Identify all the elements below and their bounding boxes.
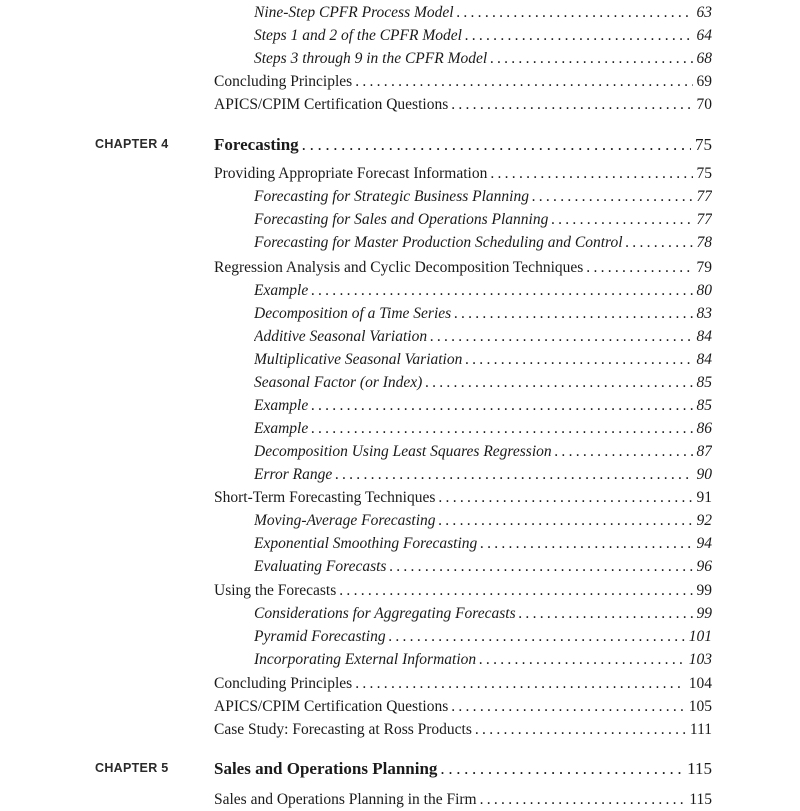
entry-page: 94 (696, 535, 712, 552)
chapter-label: CHAPTER 5 (95, 761, 169, 775)
toc-entry (0, 486, 800, 509)
entry-page: 80 (696, 282, 712, 299)
chapter-title: Sales and Operations Planning (214, 759, 438, 778)
entry-page: 85 (696, 374, 712, 391)
dot-leader (586, 256, 692, 279)
dot-leader (425, 371, 692, 394)
dot-leader (311, 279, 692, 302)
entry-title: Multiplicative Seasonal Variation (254, 351, 463, 368)
entry-title: Forecasting for Master Production Scheduling and Control (254, 234, 623, 251)
toc-entry (0, 417, 800, 440)
toc-entry (0, 672, 800, 695)
dot-leader (389, 555, 692, 578)
entry-title: Using the Forecasts (214, 582, 337, 599)
toc-entry (0, 718, 800, 741)
entry-page: 77 (696, 188, 712, 205)
toc-entry (0, 648, 800, 671)
entry-title: Steps 3 through 9 in the CPFR Model (254, 50, 488, 67)
toc-entry (0, 256, 800, 279)
entry-title: Seasonal Factor (or Index) (254, 374, 423, 391)
entry-page: 91 (696, 489, 712, 506)
dot-leader (439, 509, 693, 532)
toc-entry (0, 348, 800, 371)
entry-page: 69 (696, 73, 712, 90)
toc-entry (0, 162, 800, 185)
dot-leader (551, 208, 692, 231)
entry-title: APICS/CPIM Certification Questions (214, 96, 449, 113)
chapter-heading (0, 757, 800, 780)
toc-entry (0, 93, 800, 116)
chapter-label: CHAPTER 4 (95, 137, 169, 151)
toc-entry (0, 602, 800, 625)
toc-entry (0, 47, 800, 70)
entry-title: Error Range (254, 466, 333, 483)
entry-page: 64 (696, 27, 712, 44)
toc-entry (0, 24, 800, 47)
entry-title: Exponential Smoothing Forecasting (254, 535, 478, 552)
dot-leader (475, 718, 686, 741)
toc-entry (0, 509, 800, 532)
dot-leader (339, 579, 692, 602)
dot-leader (302, 133, 691, 156)
entry-page: 115 (687, 759, 712, 778)
entry-page: 101 (688, 628, 712, 645)
chapter-title: Forecasting (214, 135, 299, 154)
entry-title: Providing Appropriate Forecast Information (214, 165, 488, 182)
dot-leader (335, 463, 692, 486)
entry-page: 70 (696, 96, 712, 113)
dot-leader (457, 1, 693, 24)
entry-page: 115 (689, 791, 712, 808)
dot-leader (440, 757, 683, 780)
dot-leader (519, 602, 693, 625)
entry-title: Forecasting for Sales and Operations Planning (254, 211, 549, 228)
entry-page: 77 (696, 211, 712, 228)
dot-leader (532, 185, 693, 208)
entry-title: Nine-Step CPFR Process Model (254, 4, 454, 21)
dot-leader (555, 440, 693, 463)
entry-title: Short-Term Forecasting Techniques (214, 489, 436, 506)
toc-entry (0, 371, 800, 394)
entry-title: Concluding Principles (214, 73, 353, 90)
entry-title: Additive Seasonal Variation (254, 328, 428, 345)
entry-page: 83 (696, 305, 712, 322)
entry-page: 75 (695, 135, 712, 154)
toc-entry (0, 463, 800, 486)
dot-leader (465, 24, 693, 47)
entry-title: APICS/CPIM Certification Questions (214, 698, 449, 715)
toc-entry (0, 695, 800, 718)
toc-entry (0, 231, 800, 254)
entry-title: Example (254, 420, 309, 437)
dot-leader (355, 672, 685, 695)
entry-page: 84 (696, 351, 712, 368)
entry-title: Moving-Average Forecasting (254, 512, 436, 529)
entry-page: 105 (688, 698, 712, 715)
entry-title: Incorporating External Information (254, 651, 477, 668)
entry-title: Forecasting for Strategic Business Planning (254, 188, 529, 205)
dot-leader (430, 325, 692, 348)
toc-entry (0, 70, 800, 93)
toc-entry (0, 579, 800, 602)
entry-title: Concluding Principles (214, 675, 353, 692)
toc-entry (0, 440, 800, 463)
dot-leader (465, 348, 692, 371)
toc-entry (0, 208, 800, 231)
entry-title: Evaluating Forecasts (254, 558, 387, 575)
entry-page: 79 (696, 259, 712, 276)
entry-title: Steps 1 and 2 of the CPFR Model (254, 27, 462, 44)
entry-page: 78 (696, 234, 712, 251)
entry-page: 92 (696, 512, 712, 529)
entry-page: 104 (688, 675, 712, 692)
entry-page: 96 (696, 558, 712, 575)
entry-page: 85 (696, 397, 712, 414)
entry-page: 111 (689, 721, 712, 738)
entry-page: 63 (696, 4, 712, 21)
entry-title: Case Study: Forecasting at Ross Products (214, 721, 472, 738)
toc-entry (0, 555, 800, 578)
entry-page: 86 (696, 420, 712, 437)
dot-leader (490, 162, 692, 185)
toc-entry (0, 185, 800, 208)
entry-page: 99 (696, 582, 712, 599)
entry-title: Decomposition Using Least Squares Regression (254, 443, 552, 460)
dot-leader (311, 417, 692, 440)
entry-page: 103 (688, 651, 712, 668)
dot-leader (311, 394, 692, 417)
dot-leader (479, 648, 685, 671)
dot-leader (438, 486, 692, 509)
toc-entry (0, 302, 800, 325)
entry-title: Decomposition of a Time Series (254, 305, 452, 322)
chapter-heading (0, 133, 800, 156)
entry-page: 84 (696, 328, 712, 345)
toc-entry (0, 394, 800, 417)
entry-title: Considerations for Aggregating Forecasts (254, 605, 516, 622)
dot-leader (454, 302, 692, 325)
toc-entry (0, 532, 800, 555)
dot-leader (389, 625, 685, 648)
dot-leader (626, 231, 693, 254)
entry-title: Example (254, 282, 309, 299)
entry-title: Regression Analysis and Cyclic Decomposition Techniques (214, 259, 584, 276)
dot-leader (490, 47, 692, 70)
entry-title: Example (254, 397, 309, 414)
entry-title: Sales and Operations Planning in the Firm (214, 791, 477, 808)
dot-leader (451, 93, 692, 116)
entry-page: 75 (696, 165, 712, 182)
entry-page: 68 (696, 50, 712, 67)
dot-leader (355, 70, 692, 93)
entry-page: 90 (696, 466, 712, 483)
toc-entry (0, 279, 800, 302)
toc-entry (0, 325, 800, 348)
entry-page: 87 (696, 443, 712, 460)
entry-page: 99 (696, 605, 712, 622)
dot-leader (480, 532, 692, 555)
toc-entry (0, 1, 800, 24)
entry-title: Pyramid Forecasting (254, 628, 386, 645)
dot-leader (451, 695, 685, 718)
toc-entry (0, 625, 800, 648)
